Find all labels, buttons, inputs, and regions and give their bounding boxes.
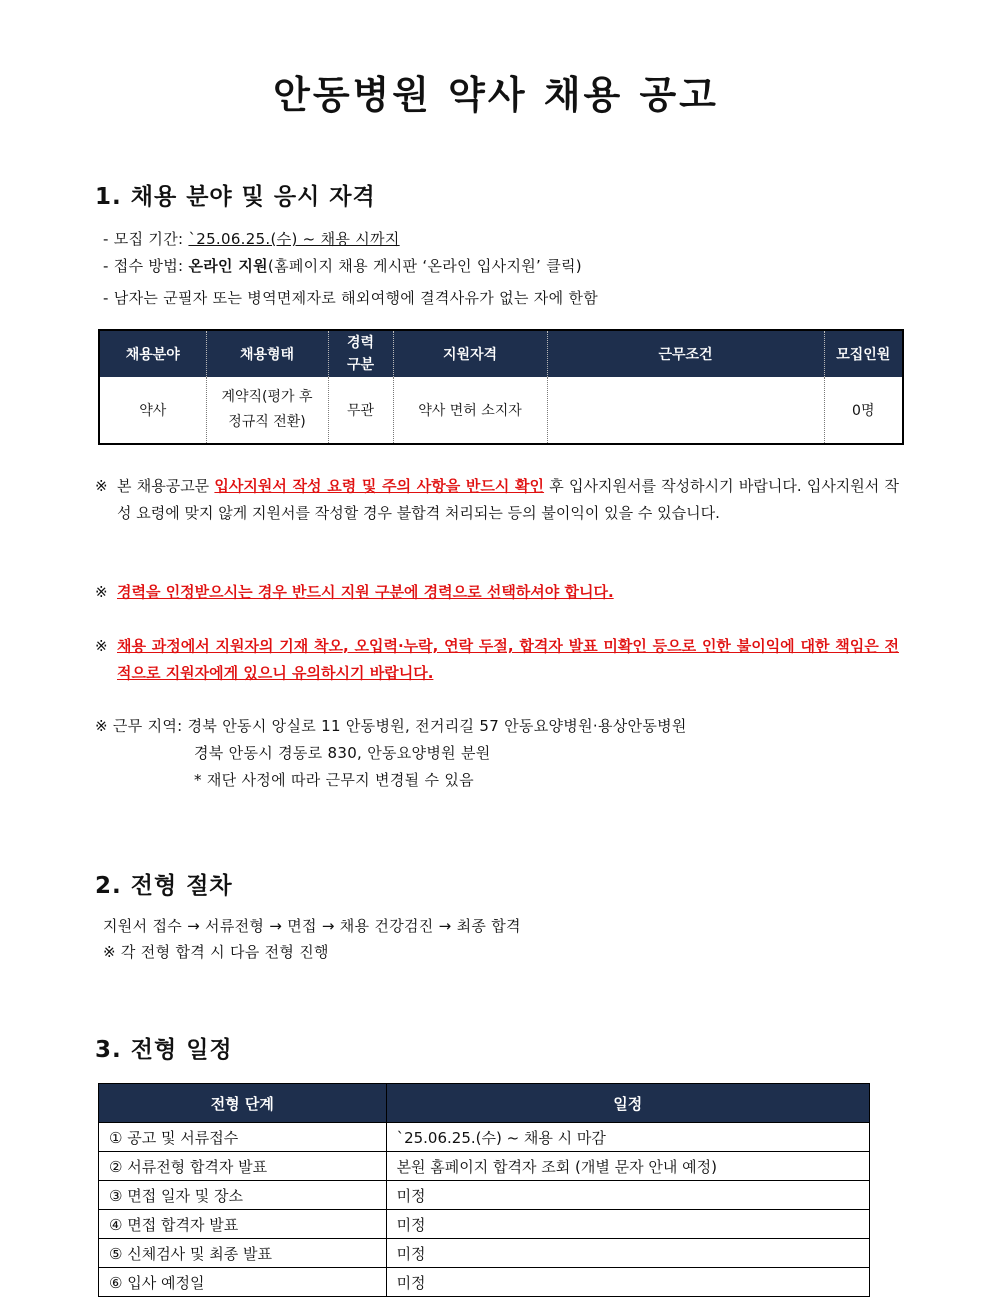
stage-cell: ⑥ 입사 예정일: [99, 1268, 387, 1297]
col-header-field: 채용분야: [99, 330, 206, 377]
note-career-text: 경력을 인정받으시는 경우 반드시 지원 구분에 경력으로 선택하셔야 합니다.: [117, 583, 614, 601]
schedule-cell: `25.06.25.(수) ~ 채용 시 마감: [386, 1123, 869, 1152]
recruit-table-header: [99, 330, 903, 377]
schedule-cell: 본원 홈페이지 합격자 조회 (개별 문자 안내 예정): [386, 1152, 869, 1181]
stage-cell: ② 서류전형 합격자 발표: [99, 1152, 387, 1181]
stage-cell: ⑤ 신체검사 및 최종 발표: [99, 1239, 387, 1268]
cell-type: 계약직(평가 후 정규직 전환): [206, 377, 328, 444]
note-guide-emphasis: 입사지원서 작성 요령 및 주의 사항을 반드시 확인: [214, 477, 545, 495]
military-requirement: - 남자는 군필자 또는 병역면제자로 해외여행에 결격사유가 없는 자에 한함: [103, 289, 599, 307]
note-career: [95, 579, 899, 606]
schedule-cell: 미정: [386, 1239, 869, 1268]
apply-method: [103, 255, 582, 276]
section1-heading: 1. 채용 분야 및 응시 자격: [95, 184, 376, 210]
note-mark: ※: [95, 583, 108, 601]
recruit-table: [98, 329, 904, 445]
schedule-table-header: [99, 1084, 870, 1123]
apply-method-bold: 온라인 지원: [188, 257, 268, 275]
recruit-period-label: - 모집 기간:: [103, 230, 189, 248]
table-row: [99, 1268, 870, 1297]
recruit-period-value: `25.06.25.(수) ~ 채용 시까지: [188, 230, 400, 248]
table-row: [99, 1210, 870, 1239]
apply-method-rest: (홈페이지 채용 게시판 ‘온라인 입사지원’ 클릭): [267, 257, 582, 275]
note-guide-pre: 본 채용공고문: [117, 477, 215, 495]
note-guide-post: 후 입사지원서를 작성하시기 바랍니다. 입사지원서 작성 요령에 맞지 않게 지원서를 작성할 경우 불합격 처리되는 등의 불이익이 있을 수 있습니다.: [117, 477, 899, 522]
schedule-cell: 미정: [386, 1210, 869, 1239]
schedule-cell: 미정: [386, 1268, 869, 1297]
section3-heading: 3. 전형 일정: [95, 1037, 233, 1063]
note-responsibility: [95, 633, 899, 687]
work-location-line1: ※ 근무 지역: 경북 안동시 앙실로 11 안동병원, 전거리길 57 안동요양병원·용상안동병원: [95, 717, 687, 735]
apply-method-label: - 접수 방법:: [103, 257, 189, 275]
page-title: 안동병원 약사 채용 공고: [273, 73, 719, 117]
table-row: [99, 1152, 870, 1181]
table-row: [99, 1181, 870, 1210]
col-header-conditions: 근무조건: [547, 330, 824, 377]
note-responsibility-text: 채용 과정에서 지원자의 기재 착오, 오입력·누락, 연락 두절, 합격자 발표 미확인 등으로 인한 불이익에 대한 책임은 전적으로 지원자에게 있으니 유의하시기 바랍니다.: [117, 637, 899, 682]
cell-field: 약사: [99, 377, 206, 444]
stage-cell: ① 공고 및 서류접수: [99, 1123, 387, 1152]
work-location-note: * 재단 사정에 따라 근무지 변경될 수 있음: [194, 771, 474, 789]
recruit-period: [103, 228, 400, 249]
col-header-career: 경력 구분: [328, 330, 393, 377]
schedule-table: [98, 1083, 870, 1297]
table-row: [99, 1239, 870, 1268]
cell-conditions: [547, 377, 824, 444]
selection-note: ※ 각 전형 합격 시 다음 전형 진행: [103, 943, 329, 961]
note-mark: ※: [95, 477, 108, 495]
schedule-cell: 미정: [386, 1181, 869, 1210]
col-header-qualification: 지원자격: [393, 330, 547, 377]
note-mark: ※: [95, 637, 108, 655]
table-row: [99, 377, 903, 444]
cell-career: 무관: [328, 377, 393, 444]
stage-cell: ③ 면접 일자 및 장소: [99, 1181, 387, 1210]
col-header-stage: 전형 단계: [99, 1084, 387, 1123]
col-header-schedule: 일정: [386, 1084, 869, 1123]
section2-heading: 2. 전형 절차: [95, 873, 233, 899]
col-header-type: 채용형태: [206, 330, 328, 377]
stage-cell: ④ 면접 합격자 발표: [99, 1210, 387, 1239]
selection-flow: 지원서 접수 → 서류전형 → 면접 → 채용 건강검진 → 최종 합격: [103, 917, 521, 935]
work-location-line2: 경북 안동시 경동로 830, 안동요양병원 분원: [194, 744, 491, 762]
cell-qualification: 약사 면허 소지자: [393, 377, 547, 444]
cell-headcount: 0명: [852, 403, 875, 419]
table-row: [99, 1123, 870, 1152]
col-header-headcount: 모집인원: [824, 330, 903, 377]
note-guide: [95, 473, 899, 527]
